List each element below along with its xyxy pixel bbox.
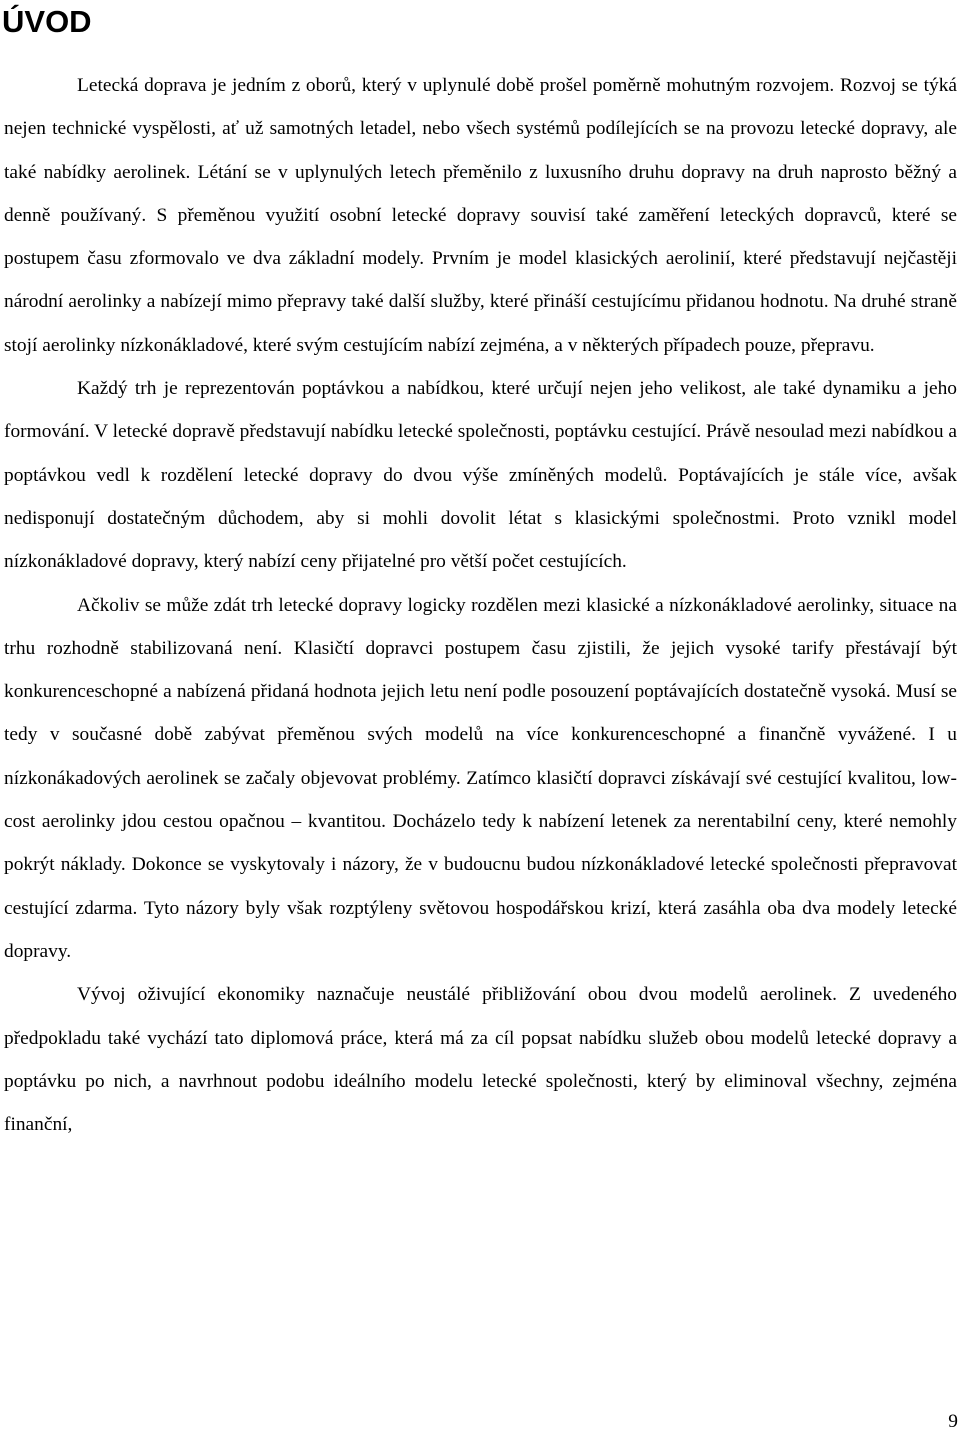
page-title: ÚVOD bbox=[2, 4, 92, 39]
body-text bbox=[4, 64, 957, 1146]
paragraph-2: Každý trh je reprezentován poptávkou a nabídkou, které určují nejen jeho velikost, ale také dynamiku a jeho formování. V letecké dopravě představují nabídku letecké společnosti, poptávku cestující. Právě nesoulad mezi nabídkou a poptávkou vedl k rozdělení letecké dopravy do dvou výše zmíněných modelů. Poptávajících je stále více, avšak nedisponují dostatečným důchodem, aby si mohli dovolit létat s klasickými společnostmi. Proto vznikl model nízkonákladové dopravy, který nabízí ceny přijatelné pro větší počet cestujících. bbox=[4, 378, 957, 573]
paragraph-3: Ačkoliv se může zdát trh letecké dopravy logicky rozdělen mezi klasické a nízkonákladové aerolinky, situace na trhu rozhodně stabilizovaná není. Klasičtí dopravci postupem času zjistili, že jejich vysoké tarify přestávají být konkurenceschopné a nabízená přidaná hodnota jejich letu není podle posouzení poptávajících dostatečně vysoká. Musí se tedy v současné době zabývat přeměnou svých modelů na více konkurenceschopné a finančně vyvážené. I u nízkonákadových aerolinek se začaly objevovat problémy. Zatímco klasičtí dopravci získávají své cestující kvalitou, low-cost aerolinky jdou cestou opačnou – kvantitou. Docházelo tedy k nabízení letenek za nerentabilní ceny, které nemohly pokrýt náklady. Dokonce se vyskytovaly i názory, že v budoucnu budou nízkonákladové letecké společnosti přepravovat cestující zdarma. Tyto názory byly však rozptýleny světovou hospodářskou krizí, která zasáhla oba dva modely letecké dopravy. bbox=[4, 594, 957, 962]
paragraph-4: Vývoj oživující ekonomiky naznačuje neustálé přibližování obou dvou modelů aerolinek. Z uvedeného předpokladu také vychází tato diplomová práce, která má za cíl popsat nabídku služeb obou modelů letecké dopravy a poptávku po nich, a navrhnout podobu ideálního modelu letecké společnosti, který by eliminoval všechny, zejména finanční, bbox=[4, 984, 957, 1136]
paragraph-1: Letecká doprava je jedním z oborů, který v uplynulé době prošel poměrně mohutným rozvojem. Rozvoj se týká nejen technické vyspělosti, ať už samotných letadel, nebo všech systémů podílejících se na provozu letecké dopravy, ale také nabídky aerolinek. Létání se v uplynulých letech přeměnilo z luxusního druhu dopravy na druh naprosto běžný a denně používaný. S přeměnou využití osobní letecké dopravy souvisí také zaměření leteckých dopravců, které se postupem času zformovalo ve dva základní modely. Prvním je model klasických aerolinií, které představují nejčastěji národní aerolinky a nabízejí mimo přepravy také další služby, které přináší cestujícímu přidanou hodnotu. Na druhé straně stojí aerolinky nízkonákladové, které svým cestujícím nabízí zejména, a v některých případech pouze, přepravu. bbox=[4, 75, 957, 356]
page-number: 9 bbox=[948, 1411, 958, 1432]
